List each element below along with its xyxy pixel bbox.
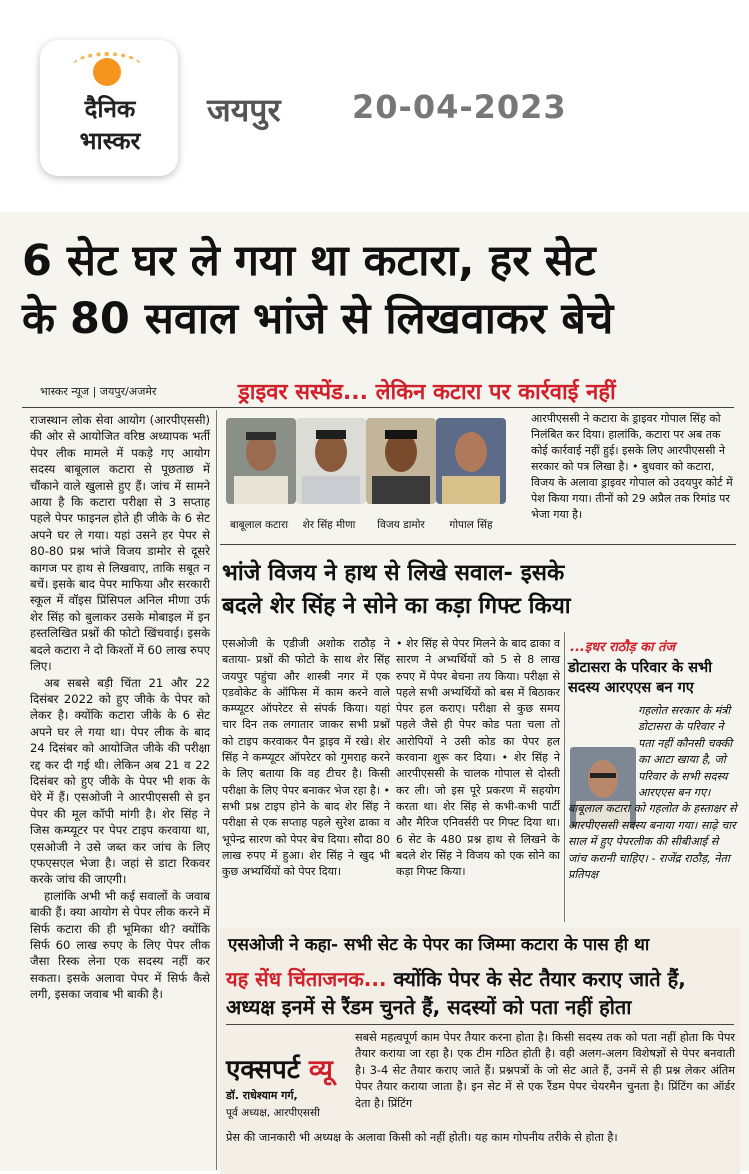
expert-body: सबसे महत्वपूर्ण काम पेपर तैयार करना होता है। किसी सदस्य तक को पता नहीं होता कि पेपर तैयार कराया जा रहा है। एक टीम गठित होती है। वही अलग-अलग विशेषज्ञों से पेपर बनवाती है। 3-4 सेट तैयार कराए जाते हैं। प्रश्नपत्रों के जो सेट आते हैं, उनमें से ही प्रश्न लेकर अंतिम पेपर तैयार कराया जाता है। इन सेट में से एक रैंडम पेपर चेयरमैन चुनता है। प्रिंटिंग का ऑर्डर देता है। प्रिंटिंग [355,1031,735,1110]
headline-line2: के 80 सवाल भांजे से लिखवाकर बेचे [22,294,614,344]
byline: भास्कर न्यूज | जयपुर/अजमेर [40,385,157,398]
article-column-3: • शेर सिंह से पेपर मिलने के बाद ढाका व सारण ने अभ्यर्थियों को 5 से 8 लाख रुपए में पेपर बेचना तय किया। परीक्षा से पहले सभी अभ्यर्थियों को बस में बिठाकर पेपर हल कराए। परीक्षा से कुछ समय पहले जैसे ही पेपर कोड पता चला तो आरोपियों ने उसी कोड का पेपर हल करवाना शुरू कर दिया। • शेर सिंह ने आरपीएससी के चालक गोपाल से दोस्ती कर ली। जो इस पूरे प्रकरण में सहयोग करता था। शेर सिंह से कभी-कभी पार्टी और मैरिज एनिवर्सरी पर गिफ्ट दिया था। 6 सेट के 480 प्रश्न हाथ से लिखने के बदले शेर सिंह ने विजय को एक सोने का कड़ा गिफ्ट किया। [396,637,560,879]
col1-para2: अब सबसे बड़ी चिंता 21 और 22 दिसंबर 2022 को हुए जीके के पेपर को लेकर है। क्योंकि कटारा जीके के 6 सेट अपने घर ले गया था। पेपर लीक के बाद 24 दिसंबर को आयोजित जीके की परीक्षा रद्द कर दी गई थी। लेकिन अब 21 व 22 दिसंबर को हुए जीके के पेपर भी शक के घेरे में हैं। एसओजी ने आरपीएससी से इन पेपर की मूल कॉपी मांगी है। शेर सिंह ने जिस कम्प्यूटर पर पेपर टाइप करवाया था, एसओजी ने उसे जब्त कर जांच के लिए एफएसएल भेजा है। जहां से डाटा रिकवर करके जांच की जाएगी। [30,675,210,887]
logo-sun-icon [93,58,121,86]
expert-tag-red: व्यू [308,1055,333,1085]
photo-gopal [436,418,506,504]
photo-float-spacer [568,703,638,791]
section-headline [222,557,734,623]
caption-vijay: विजय डामोर [377,519,425,531]
expert-headline-red: यह सेंध चिंताजनक... [226,967,387,991]
expert-headline [226,965,732,1021]
newspaper-clipping [0,212,749,1171]
person-photo-icon [296,418,366,504]
section-headline-line1: भांजे विजय ने हाथ से लिखे सवाल- इसके [222,560,565,586]
col1-para3: हालांकि अभी भी कई सवालों के जवाब बाकी हैं। क्या आयोग से पेपर लीक करने में सिर्फ कटारा की ही भूमिका थी? क्योंकि सिर्फ 60 लाख रुपए के लिए पेपर लीक जैसा रिस्क लेना एक सदस्य नहीं कर सकता। इसके अलावा पेपर में सिर्फ कैसे लगी, इसका जवाब भी बाकी है। [30,888,210,1002]
main-headline [22,232,732,348]
col1-para1: राजस्थान लोक सेवा आयोग (आरपीएससी) की ओर से आयोजित वरिष्ठ अध्यापक भर्ती पेपर लीक मामले में पकड़े गए आयोग सदस्य बाबूलाल कटारा से पूछताछ में चौंकाने वाले खुलासे हुए हैं। जांच में सामने आया है कि कटारा परीक्षा से 3 सप्ताह पहले पेपर फाइनल होते ही जीके के 6 सेट अपने घर ले गया। यहां उसने हर पेपर से 80-80 प्रश्न भांजे विजय डामोर से दूसरे कागज पर हाथ से लिखवाए, ताकि सबूत न बचें। इसके बाद पेपर माफिया और सरकारी स्कूल में वॉइस प्रिंसिपल अनिल मीणा उर्फ शेर सिंह को बुलाकर उसके मोबाइल में इन हस्तलिखित प्रश्नों की फोटो खिंचवाई। इसके बदले कटारा ने दो किश्तों में 60 लाख रुपए लिए। [30,413,210,674]
person-photo-icon [226,418,296,504]
headline-line1: 6 सेट घर ले गया था कटारा, हर सेट [22,236,596,286]
article-column-1 [30,412,210,1003]
edition-city: जयपुर [207,91,281,129]
expert-role: पूर्व अध्यक्ष, आरपीएससी [226,1107,320,1119]
screenshot-header [0,0,749,212]
driver-suspended-box: आरपीएससी ने कटारा के ड्राइवर गोपाल सिंह को निलंबित कर दिया। हालांकि, कटारा पर अब तक कोई कार्रवाई नहीं हुई। इसके लिए आरपीएससी ने सरकार को पत्र लिखा है। • बुधवार को कटारा, विजय के अलावा ड्राइवर गोपाल को उदयपुर कोर्ट में पेश किया गया। तीनों को 29 अप्रैल तक रिमांड पर भेजा गया है। [531,412,733,521]
sog-quote: एसओजी ने कहा- सभी सेट के पेपर का जिम्मा कटारा के पास ही था [228,935,650,955]
rathore-remark-text: गहलोत सरकार के मंत्री डोटासरा के परिवार ने पता नहीं कौनसी चक्की का आटा खाया है, जो परिवार के सभी सदस्य आरएएस बन गए। बाबूलाल कटारा को गहलोत के हस्ताक्षर से आरपीएससी सदस्य बनाया गया। साढ़े चार साल में हुए पेपरलीक की सीबीआई से जांच करानी चाहिए। - राजेंद्र राठौड़, नेता प्रतिपक्ष [568,704,737,882]
expert-name: डॉ. राधेश्याम गर्ग, [226,1089,298,1102]
rathore-remark-body [568,703,740,883]
expert-tag-black: एक्सपर्ट [226,1055,300,1085]
rathore-remark-title: डोटासरा के परिवार के सभी सदस्य आरएएस बन गए [568,660,712,696]
photo-sher-singh [296,418,366,504]
caption-katara: बाबूलाल कटारा [229,519,289,531]
divider [226,1024,734,1025]
expert-headline-rest: क्योंकि पेपर के सेट तैयार कराए जाते हैं, अध्यक्ष इनमें से रैंडम चुनते हैं, सदस्यों को पता नहीं होता [226,967,686,1019]
section-headline-line2: बदले शेर सिंह ने सोने का कड़ा गिफ्ट किया [222,593,571,619]
rathore-remark-label: ...इधर राठौड़ का तंज [570,640,676,655]
dainik-bhaskar-logo [40,40,178,176]
person-photo-icon [366,418,436,504]
edition-date: 20-04-2023 [352,88,567,126]
person-photo-icon [436,418,506,504]
photo-vijay [366,418,436,504]
column-divider [216,410,217,1170]
article-column-2: एसओजी के एडीजी अशोक राठौड़ ने बताया- प्रश्नों की फोटो के साथ शेर सिंह जयपुर पहुंचा और शास्त्री नगर में एक एडवोकेट के ऑफिस में काम करने वाले कम्प्यूटर ऑपरेटर से संपर्क किया। यहां चार दिन तक लगातार जाकर सभी प्रश्नों को टाइप करवाकर पैन ड्राइव में रखे। शेर सिंह ने कम्प्यूटर ऑपरेटर को गुमराह करने के लिए बताया कि वह टीचर है। किसी परीक्षा के लिए पेपर बनाकर भेज रहा है। • सभी प्रश्न टाइप होने के बाद शेर सिंह ने परीक्षा से एक सप्ताह पहले सुरेश ढाका व भूपेन्द्र सारण को पेपर बेच दिया। सौदा 80 लाख रुपए में हुआ। शेर सिंह ने खुद भी कुछ अभ्यर्थियों को पेपर दिया। [222,637,390,879]
divider [22,407,734,408]
logo-text-line2: भास्कर [79,127,141,155]
caption-sher-singh: शेर सिंह मीणा [302,519,356,531]
logo-text-line1: दैनिक [84,95,136,123]
caption-gopal: गोपाल सिंह [449,519,493,531]
divider [220,544,736,545]
column-divider [564,632,565,922]
photo-katara [226,418,296,504]
expert-body-continued: प्रेस की जानकारी भी अध्यक्ष के अलावा किसी को नहीं होती। यह काम गोपनीय तरीके से होता है। [226,1131,618,1144]
subheadline: ड्राइवर सस्पेंड... लेकिन कटारा पर कार्रवाई नहीं [238,380,616,405]
expert-view-tag [226,1050,333,1086]
